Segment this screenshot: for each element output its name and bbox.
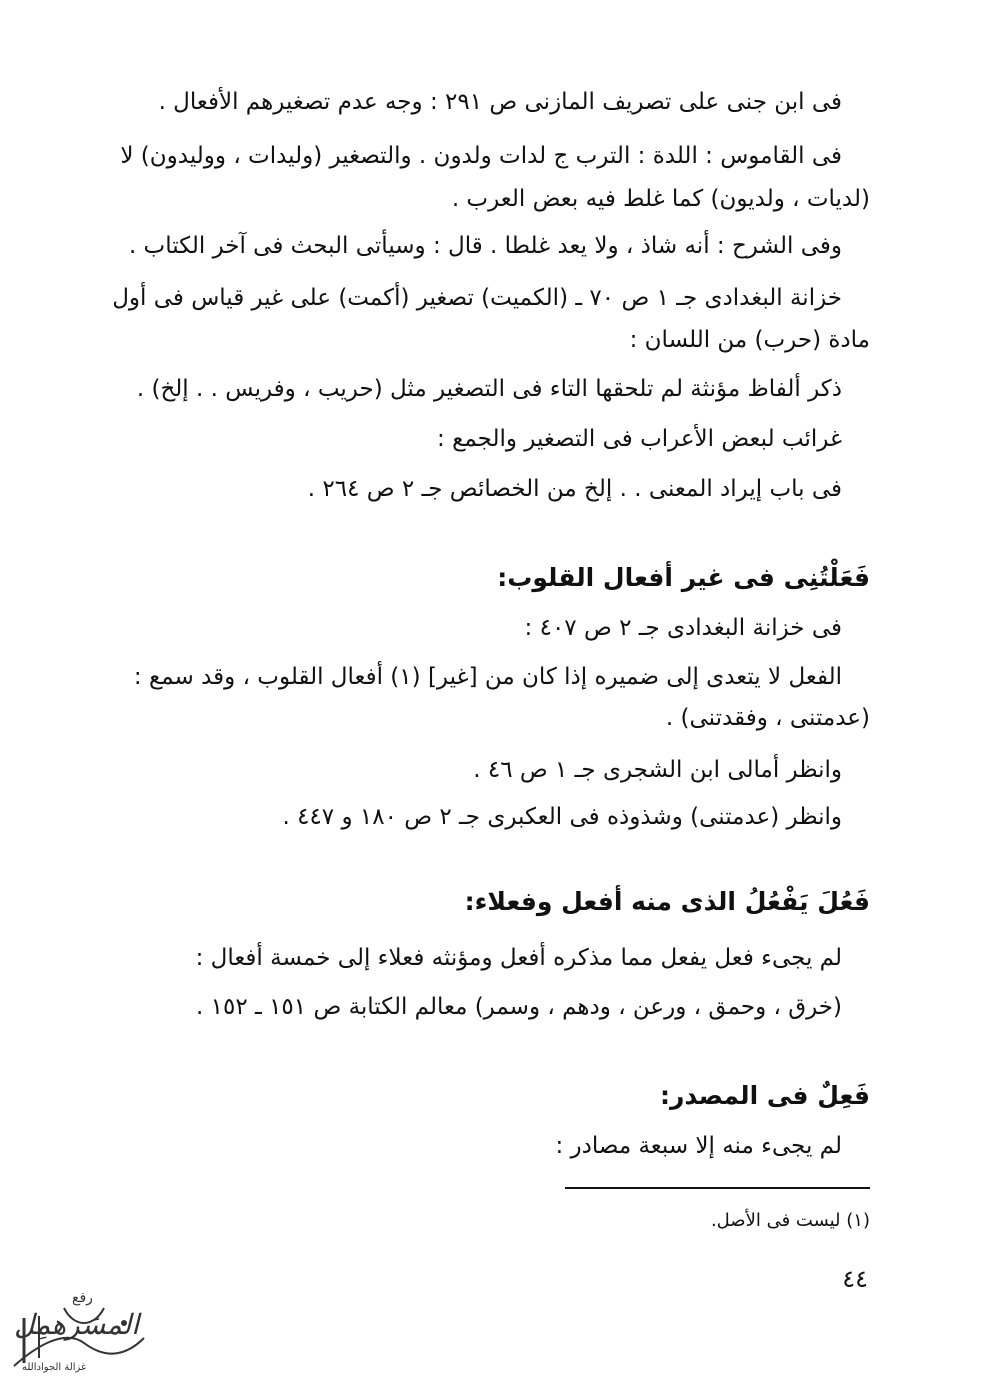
section-heading-1: فَعَلْتُنِى فى غير أفعال القلوب: <box>497 563 870 592</box>
text-line-2: فى القاموس : اللدة : الترب ج لدات ولدون . والتصغير (وليدات ، ووليدون) لا <box>120 143 842 169</box>
text-line-7: ذكر ألفاظ مؤنثة لم تلحقها التاء فى التصغير مثل (حريب ، وفريس . . إلخ) . <box>136 376 842 402</box>
footnote: (١) ليست فى الأصل. <box>710 1210 870 1231</box>
text-line-5: خزانة البغدادى جـ ١ ص ٧٠ ـ (الكميت) تصغير (أكمت) على غير قياس فى أول <box>112 285 842 311</box>
text-line-6: مادة (حرب) من اللسان : <box>629 327 870 353</box>
section-heading-2: فَعُلَ يَفْعُلُ الذى منه أفعل وفعلاء: <box>464 887 870 916</box>
section-heading-3: فَعِلٌ فى المصدر: <box>659 1081 870 1110</box>
publisher-logo <box>4 1288 154 1383</box>
section1-line-1: فى خزانة البغدادى جـ ٢ ص ٤٠٧ : <box>524 615 842 641</box>
text-line-8: غرائب لبعض الأعراب فى التصغير والجمع : <box>437 426 842 452</box>
logo-sub-text: غزالة الجوادالله <box>22 1362 87 1373</box>
section1-line-5: وانظر (عدمتنى) وشذوذه فى العكبرى جـ ٢ ص ١٨٠ و ٤٤٧ . <box>282 804 842 830</box>
logo-main-text: المسَرهمِل <box>14 1308 140 1341</box>
section1-line-2: الفعل لا يتعدى إلى ضميره إذا كان من [غير] (١) أفعال القلوب ، وقد سمع : <box>133 664 842 690</box>
page-number: ٤٤ <box>842 1265 868 1293</box>
section3-line-1: لم يجىء منه إلا سبعة مصادر : <box>555 1133 842 1159</box>
section1-line-3: (عدمتنى ، وفقدتنى) . <box>665 705 870 731</box>
text-line-9: فى باب إيراد المعنى . . إلخ من الخصائص جـ ٢ ص ٢٦٤ . <box>307 476 842 502</box>
section1-line-4: وانظر أمالى ابن الشجرى جـ ١ ص ٤٦ . <box>473 757 842 783</box>
text-line-4: وفى الشرح : أنه شاذ ، ولا يعد غلطا . قال : وسيأتى البحث فى آخر الكتاب . <box>128 233 842 259</box>
text-line-3: (لديات ، ولديون) كما غلط فيه بعض العرب . <box>451 186 870 212</box>
logo-small-text: رفع <box>72 1290 93 1306</box>
text-line-1: فى ابن جنى على تصريف المازنى ص ٢٩١ : وجه عدم تصغيرهم الأفعال . <box>158 89 842 115</box>
section2-line-2: (خرق ، وحمق ، ورعن ، ودهم ، وسمر) معالم الكتابة ص ١٥١ ـ ١٥٢ . <box>196 994 842 1020</box>
footnote-rule <box>565 1187 870 1189</box>
section2-line-1: لم يجىء فعل يفعل مما مذكره أفعل ومؤنثه فعلاء إلى خمسة أفعال : <box>195 945 842 971</box>
